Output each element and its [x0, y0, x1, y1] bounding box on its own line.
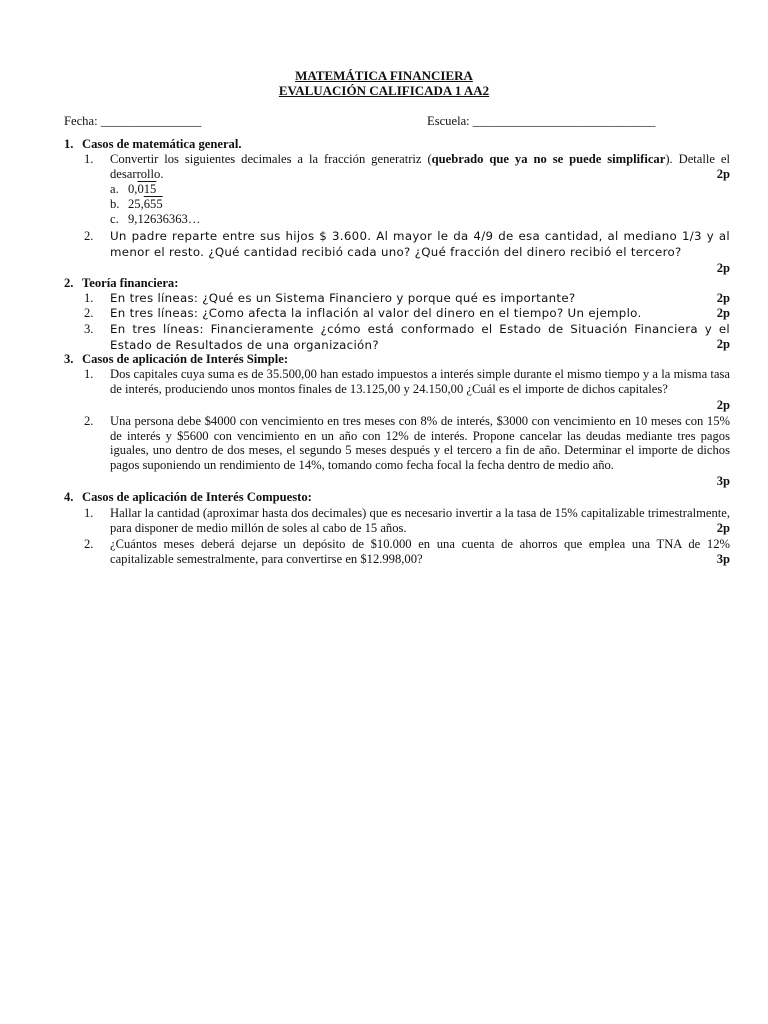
question-text: En tres líneas: ¿Qué es un Sistema Financiero y porque qué es importante?	[110, 291, 576, 305]
subitem-a: a. 0,015	[110, 182, 157, 196]
question-text: Un padre reparte entre sus hijos $ 3.600. Al mayor le da 4/9 de esa cantidad, al mediano 1/3 y al menor el resto. ¿Qué cantidad recibió cada uno? ¿Qué fracción del dinero recibió el tercero?	[110, 229, 730, 259]
question-2-2: 2. En tres líneas: ¿Como afecta la inflación al valor del dinero en el tiempo? Un ejemplo.	[84, 306, 730, 321]
section-title: Casos de aplicación de Interés Simple:	[82, 352, 289, 366]
section-title: Casos de aplicación de Interés Compuesto:	[82, 490, 312, 504]
section-2-heading: 2. Teoría financiera:	[64, 276, 179, 290]
points-badge: 2p	[716, 306, 730, 320]
question-text: Convertir los siguientes decimales a la fracción generatriz (quebrado que ya no se puede simplificar). Detalle el desarrollo.	[110, 152, 730, 181]
points-badge: 2p	[716, 261, 730, 275]
question-2-3: 3. En tres líneas: Financieramente ¿cómo está conformado el Estado de Situación Financiera y el Estado de Resultados de una organización?	[84, 322, 730, 352]
subitem-b: b. 25,655	[110, 197, 163, 211]
question-text: En tres líneas: Financieramente ¿cómo está conformado el Estado de Situación Financiera y el Estado de Resultados de una organización?	[110, 322, 730, 352]
question-2-1: 1. En tres líneas: ¿Qué es un Sistema Financiero y porque qué es importante?	[84, 291, 730, 306]
points-badge: 2p	[716, 521, 730, 535]
question-1-1: 1. Convertir los siguientes decimales a la fracción generatriz (quebrado que ya no se puede simplificar). Detalle el desarrollo.	[84, 152, 730, 181]
section-4-heading: 4. Casos de aplicación de Interés Compuesto:	[64, 490, 312, 504]
exam-subtitle: EVALUACIÓN CALIFICADA 1 AA2	[278, 83, 490, 98]
question-text: Hallar la cantidad (aproximar hasta dos decimales) que es necesario invertir a la tasa de 15% capitalizable trimestralmente, para disponer de medio millón de soles al cabo de 15 años.	[110, 506, 730, 535]
question-text: Una persona debe $4000 con vencimiento en tres meses con 8% de interés, $3000 con vencimiento en 10 meses con 15% de interés y $5600 con vencimiento en un año con 12% de interés. Propone cancelar las deudas mediante tres pagos iguales, uno dentro de dos meses, el segundo 5 meses después y el tercero a fin de año. Determinar el importe de dichos pagos suponiendo un rendimiento de 14%, tomando como fecha focal la fecha dentro de medio año.	[110, 414, 730, 472]
section-1-heading: 1. Casos de matemática general.	[64, 137, 242, 151]
points-badge: 2p	[716, 398, 730, 412]
points-badge: 3p	[716, 552, 730, 566]
subitem-c: c. 9,12636363…	[110, 212, 201, 226]
question-3-1: 1. Dos capitales cuya suma es de 35.500,00 han estado impuestos a interés simple durante el mismo tiempo y a la misma tasa de interés, produciendo unos montos finales de 13.125,00 y 24.150,00 ¿Cuál es el importe de dichos capitales?	[84, 367, 730, 396]
question-3-2: 2. Una persona debe $4000 con vencimiento en tres meses con 8% de interés, $3000 con vencimiento en 10 meses con 15% de interés y $5600 con vencimiento en un año con 12% de interés. Propone cancelar las deudas mediante tres pagos iguales, uno dentro de dos meses, el segundo 5 meses después y el tercero a fin de año. Determinar el importe de dichos pagos suponiendo un rendimiento de 14%, tomando como fecha focal la fecha dentro de medio año.	[84, 414, 730, 472]
fecha-field: Fecha: ________________	[64, 114, 202, 128]
points-badge: 3p	[716, 474, 730, 488]
exam-title: MATEMÁTICA FINANCIERA	[295, 68, 473, 83]
question-4-1: 1. Hallar la cantidad (aproximar hasta dos decimales) que es necesario invertir a la tasa de 15% capitalizable trimestralmente, para disponer de medio millón de soles al cabo de 15 años.	[84, 506, 730, 535]
question-1-2: 2. Un padre reparte entre sus hijos $ 3.600. Al mayor le da 4/9 de esa cantidad, al mediano 1/3 y al menor el resto. ¿Qué cantidad recibió cada uno? ¿Qué fracción del dinero recibió el tercero?	[84, 229, 730, 259]
section-title: Teoría financiera:	[82, 276, 179, 290]
question-text: En tres líneas: ¿Como afecta la inflación al valor del dinero en el tiempo? Un ejemplo.	[110, 306, 642, 320]
question-4-2: 2. ¿Cuántos meses deberá dejarse un depósito de $10.000 en una cuenta de ahorros que emplea una TNA de 12% capitalizable semestralmente, para convertirse en $12.998,00?	[84, 537, 730, 566]
points-badge: 2p	[716, 337, 730, 351]
points-badge: 2p	[716, 291, 730, 305]
question-text: ¿Cuántos meses deberá dejarse un depósito de $10.000 en una cuenta de ahorros que emplea una TNA de 12% capitalizable semestralmente, para convertirse en $12.998,00?	[110, 537, 730, 566]
points-badge: 2p	[716, 167, 730, 181]
question-text: Dos capitales cuya suma es de 35.500,00 han estado impuestos a interés simple durante el mismo tiempo y a la misma tasa de interés, produciendo unos montos finales de 13.125,00 y 24.150,00 ¿Cuál es el importe de dichos capitales?	[110, 367, 730, 396]
section-title: Casos de matemática general.	[82, 137, 242, 151]
escuela-field: Escuela: _____________________________	[427, 114, 656, 128]
section-3-heading: 3. Casos de aplicación de Interés Simple:	[64, 352, 289, 366]
